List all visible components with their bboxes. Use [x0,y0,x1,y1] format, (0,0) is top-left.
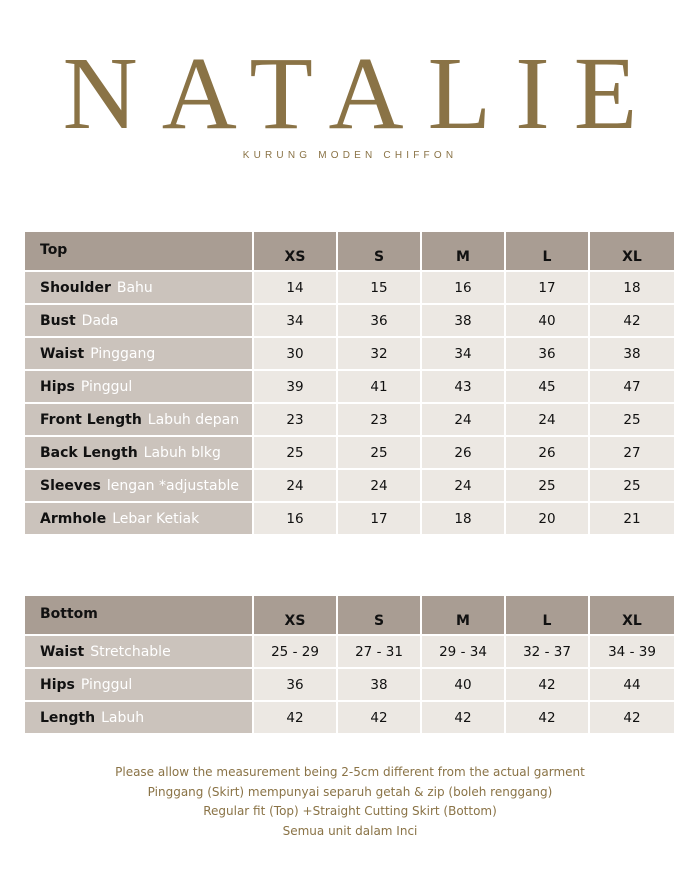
measurement-value: 38 [590,338,674,371]
measurement-label [25,404,254,437]
size-header-xs: XS [254,596,338,636]
size-header-m: M [422,596,506,636]
table-row [25,503,674,534]
table-row [25,371,674,404]
measurement-label [25,338,254,371]
measurement-translation: Pinggul [80,676,133,693]
measurement-translation: Pinggul [80,378,133,395]
measurement-value: 42 [422,702,506,733]
measurement-value: 42 [254,702,338,733]
measurement-value: 42 [506,669,590,702]
top-table-caption: Top [25,232,254,272]
brand-subtitle: KURUNG MODEN CHIFFON [242,150,458,161]
measurement-value: 24 [422,404,506,437]
measurement-value: 36 [338,305,422,338]
measurement-value: 38 [422,305,506,338]
brand-title: NATALIE [62,36,662,151]
table-row [25,437,674,470]
measurement-value: 25 [590,404,674,437]
table-row [25,272,674,305]
measurement-value: 39 [254,371,338,404]
measurement-value: 24 [338,470,422,503]
measurement-name: Shoulder [40,279,111,296]
measurement-value: 42 [590,702,674,733]
bottom-table-header [25,596,674,636]
measurement-translation: lengan *adjustable [106,477,239,494]
measurement-name: Armhole [40,510,107,527]
measurement-translation: Labuh [101,709,145,726]
size-header-xs: XS [254,232,338,272]
measurement-value: 27 - 31 [338,636,422,669]
measurement-label [25,636,254,669]
measurement-translation: Pinggang [90,345,156,362]
size-header-xl: XL [590,596,674,636]
measurement-name: Back Length [40,444,138,461]
top-size-table [25,232,674,534]
measurement-value: 24 [506,404,590,437]
measurement-value: 15 [338,272,422,305]
size-header-l: L [506,232,590,272]
table-row [25,305,674,338]
bottom-size-table [25,596,674,733]
top-table-header [25,232,674,272]
measurement-value: 16 [422,272,506,305]
measurement-value: 26 [422,437,506,470]
measurement-value: 18 [590,272,674,305]
measurement-value: 16 [254,503,338,534]
measurement-value: 29 - 34 [422,636,506,669]
measurement-value: 36 [254,669,338,702]
note-line: Regular fit (Top) +Straight Cutting Skirt (Bottom) [203,804,497,818]
measurement-translation: Lebar Ketiak [112,510,200,527]
measurement-name: Waist [40,345,85,362]
measurement-translation: Labuh depan [147,411,240,428]
measurement-value: 47 [590,371,674,404]
measurement-value: 27 [590,437,674,470]
measurement-value: 34 - 39 [590,636,674,669]
measurement-value: 24 [254,470,338,503]
measurement-value: 32 [338,338,422,371]
measurement-value: 44 [590,669,674,702]
table-row [25,338,674,371]
measurement-value: 25 [506,470,590,503]
measurement-value: 25 [590,470,674,503]
measurement-value: 41 [338,371,422,404]
measurement-translation: Dada [81,312,119,329]
measurement-name: Bust [40,312,76,329]
measurement-label [25,371,254,404]
measurement-label [25,272,254,305]
measurement-value: 23 [254,404,338,437]
measurement-value: 34 [422,338,506,371]
measurement-value: 14 [254,272,338,305]
measurement-label [25,470,254,503]
measurement-label [25,437,254,470]
measurement-value: 23 [338,404,422,437]
measurement-value: 40 [422,669,506,702]
measurement-translation: Bahu [116,279,153,296]
measurement-name: Hips [40,378,75,395]
size-header-s: S [338,232,422,272]
measurement-value: 45 [506,371,590,404]
measurement-label [25,503,254,534]
measurement-label [25,305,254,338]
measurement-translation: Labuh blkg [143,444,221,461]
measurement-label [25,669,254,702]
measurement-value: 18 [422,503,506,534]
measurement-name: Hips [40,676,75,693]
measurement-value: 17 [338,503,422,534]
table-row [25,404,674,437]
size-header-l: L [506,596,590,636]
measurement-value: 17 [506,272,590,305]
measurement-value: 25 [254,437,338,470]
measurement-value: 21 [590,503,674,534]
measurement-value: 32 - 37 [506,636,590,669]
measurement-value: 25 - 29 [254,636,338,669]
measurement-value: 42 [506,702,590,733]
bottom-table-caption: Bottom [25,596,254,636]
table-row [25,702,674,733]
measurement-name: Length [40,709,96,726]
size-header-m: M [422,232,506,272]
size-notes [0,763,700,841]
measurement-value: 34 [254,305,338,338]
note-line: Please allow the measurement being 2-5cm different from the actual garment [115,765,585,779]
measurement-value: 20 [506,503,590,534]
measurement-value: 24 [422,470,506,503]
measurement-value: 30 [254,338,338,371]
size-header-xl: XL [590,232,674,272]
measurement-value: 38 [338,669,422,702]
measurement-value: 26 [506,437,590,470]
table-row [25,636,674,669]
measurement-name: Waist [40,643,85,660]
measurement-translation: Stretchable [90,643,171,660]
note-line: Semua unit dalam Inci [282,823,418,838]
measurement-name: Front Length [40,411,142,428]
note-line: Pinggang (Skirt) mempunyai separuh getah & zip (boleh renggang) [147,784,553,799]
table-row [25,470,674,503]
measurement-value: 25 [338,437,422,470]
measurement-value: 43 [422,371,506,404]
table-row [25,669,674,702]
measurement-name: Sleeves [40,477,101,494]
measurement-value: 40 [506,305,590,338]
measurement-value: 42 [338,702,422,733]
measurement-label [25,702,254,733]
measurement-value: 42 [590,305,674,338]
measurement-value: 36 [506,338,590,371]
size-header-s: S [338,596,422,636]
